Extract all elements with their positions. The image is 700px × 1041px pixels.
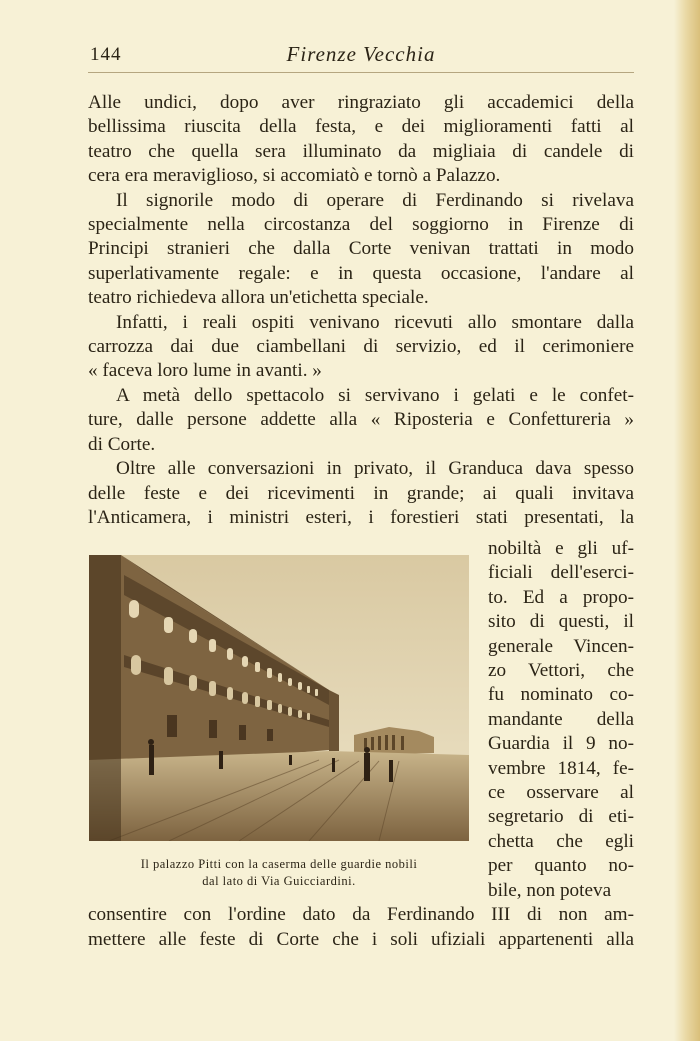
page-edge-shadow	[674, 0, 700, 1041]
caption-line: dal lato di Via Guicciardini.	[202, 874, 356, 888]
wrap-line: ficiali dell'eserci-	[488, 562, 634, 584]
text-line: teatro richiedeva allora un'etichetta speciale.	[88, 287, 429, 308]
text-line: superlativamente regale: e in questa occasione, l'andare al	[88, 263, 634, 284]
text-line: teatro che quella sera illuminato da migliaia di candele di	[88, 141, 634, 162]
palazzo-pitti-photo	[89, 555, 469, 841]
text-line: consentire con l'ordine dato da Ferdinando III di non am-	[88, 904, 634, 925]
text-line: Infatti, i reali ospiti venivano ricevuti allo smontare dalla	[116, 312, 634, 333]
text-line: delle feste e dei ricevimenti in grande; ai quali invitava	[88, 483, 634, 504]
wrap-line: bile, non poteva	[488, 879, 612, 901]
figure-caption	[88, 856, 470, 890]
text-line: mettere alle feste di Corte che i soli ufiziali appartenenti alla	[88, 929, 634, 950]
wrap-line: chetta che egli	[488, 830, 634, 852]
wrap-line: fu nominato co-	[488, 684, 634, 706]
text-line: ture, dalle persone addette alla « Riposteria e Confettureria »	[88, 409, 634, 430]
text-line: carrozza dai due ciambellani di servizio, ed il cerimoniere	[88, 336, 634, 357]
page-number: 144	[90, 44, 122, 65]
wrap-line: mandante della	[488, 708, 634, 730]
wrap-line: Guardia il 9 no-	[488, 733, 634, 755]
wrap-line: to. Ed a propo-	[488, 586, 634, 608]
caption-line: Il palazzo Pitti con la caserma delle guardie nobili	[140, 857, 418, 871]
text-line: bellissima riuscita della festa, e dei miglioramenti fatti al	[88, 116, 634, 137]
text-line: specialmente nella circostanza del soggiorno in Firenze di	[88, 214, 634, 235]
wrap-line: nobiltà e gli uf-	[488, 538, 634, 559]
wrap-line: generale Vincen-	[488, 635, 634, 657]
wrap-line: vembre 1814, fe-	[488, 757, 634, 779]
text-line: « faceva loro lume in avanti. »	[88, 360, 322, 381]
page-header	[88, 42, 634, 72]
wrap-line: per quanto no-	[488, 855, 634, 877]
text-line: di Corte.	[88, 434, 156, 455]
running-title: Firenze Vecchia	[286, 42, 436, 66]
text-line: l'Anticamera, i ministri esteri, i forestieri stati presentati, la	[88, 507, 634, 528]
text-line: A metà dello spettacolo si servivano i gelati e le confet-	[116, 385, 634, 406]
wrap-line: ce osservare al	[488, 782, 634, 804]
text-line: Il signorile modo di operare di Ferdinando si rivelava	[116, 190, 634, 211]
wrap-line: segretario di eti-	[488, 806, 634, 828]
text-line: Principi stranieri che dalla Corte venivan trattati in modo	[88, 238, 634, 259]
header-rule	[88, 72, 634, 73]
text-line: Alle undici, dopo aver ringraziato gli accademici della	[88, 92, 634, 113]
wrap-line: sito di questi, il	[488, 611, 634, 633]
text-line: Oltre alle conversazioni in privato, il Granduca dava spesso	[116, 458, 634, 479]
wrap-line: zo Vettori, che	[488, 660, 634, 682]
wrapped-text-column	[488, 537, 634, 903]
text-line: cera era meraviglioso, si accomiatò e tornò a Palazzo.	[88, 165, 501, 186]
